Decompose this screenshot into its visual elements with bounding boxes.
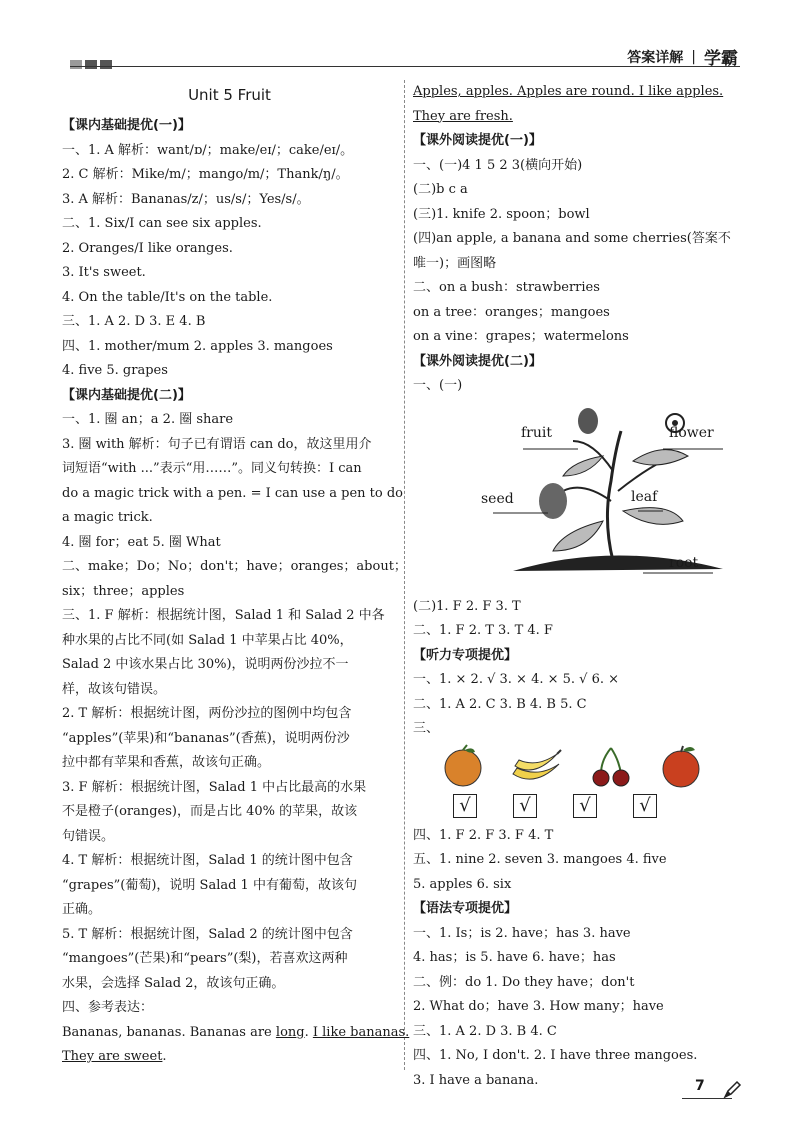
answer-line: “apples”(苹果)和“bananas”(香蕉)，说明两份沙 bbox=[62, 730, 350, 746]
check-boxes bbox=[413, 794, 748, 818]
section-heading: 【课外阅读提优(二)】 bbox=[413, 353, 542, 369]
answer-line: 4. On the table/It's on the table. bbox=[62, 289, 273, 305]
right-column bbox=[413, 80, 748, 1093]
answer-line: “mangoes”(芒果)和“pears”(梨)，若喜欢这两种 bbox=[62, 951, 348, 966]
label-root: root bbox=[669, 554, 699, 571]
answer-line: 4. T 解析：根据统计图，Salad 1 的统计图中包含 bbox=[62, 853, 353, 868]
answer-line: 5. T 解析：根据统计图，Salad 2 的统计图中包含 bbox=[62, 926, 353, 942]
column-divider bbox=[404, 80, 405, 1070]
strawberry-plant-diagram bbox=[413, 401, 748, 591]
left-column bbox=[62, 80, 410, 1070]
essay-line: They are fresh. bbox=[413, 108, 513, 124]
answer-line: 3. It's sweet. bbox=[62, 265, 146, 280]
check-box: √ bbox=[573, 794, 597, 818]
label-flower: flower bbox=[669, 424, 714, 441]
orange-icon bbox=[439, 744, 487, 788]
cherries-icon bbox=[587, 744, 635, 788]
answer-line: six；three；apples bbox=[62, 583, 185, 599]
answer-line: 3. 圈 with 解析：句子已有谓语 can do，故这里用介 bbox=[62, 436, 372, 452]
essay-line: Apples, apples. Apples are round. I like apples. bbox=[413, 84, 724, 99]
answer-line: 四、参考表达： bbox=[62, 1000, 154, 1015]
answer-line: 3. A 解析：Bananas/z/；us/s/；Yes/s/。 bbox=[62, 191, 310, 207]
answer-line: 2. What do；have 3. How many；have bbox=[413, 999, 664, 1014]
section-heading: 【听力专项提优】 bbox=[413, 647, 518, 663]
header-brand: 学霸 bbox=[704, 49, 738, 69]
answer-line: 五、1. nine 2. seven 3. mangoes 4. five bbox=[413, 852, 667, 867]
answer-line: 三、 bbox=[413, 721, 440, 736]
check-box: √ bbox=[513, 794, 537, 818]
answer-line: 四、1. mother/mum 2. apples 3. mangoes bbox=[62, 338, 333, 354]
bananas-icon bbox=[509, 744, 565, 788]
header-label: 答案详解 bbox=[627, 49, 684, 66]
header-blocks bbox=[70, 54, 115, 73]
section-heading: 【语法专项提优】 bbox=[413, 901, 518, 916]
answer-line: on a tree：oranges；mangoes bbox=[413, 304, 610, 320]
answer-line: 词短语“with ...”表示“用……”。同义句转换：I can bbox=[62, 461, 362, 476]
label-leaf: leaf bbox=[631, 488, 658, 505]
essay-line: Bananas, bananas. Bananas are long. I like bananas. bbox=[62, 1024, 410, 1040]
answer-list-1 bbox=[62, 139, 397, 384]
answer-line: 5. apples 6. six bbox=[413, 876, 512, 892]
header-right: 答案详解 | 学霸 bbox=[627, 44, 738, 69]
essay-line: They are sweet. bbox=[62, 1049, 167, 1064]
fruit-pictures bbox=[413, 744, 748, 788]
answer-line: 二、1. Six/I can see six apples. bbox=[62, 216, 262, 231]
section-heading: 【课外阅读提优(一)】 bbox=[413, 133, 542, 148]
check-box: √ bbox=[633, 794, 657, 818]
header-rule bbox=[70, 66, 740, 67]
answer-line: 句错误。 bbox=[62, 828, 115, 844]
answer-line: 3. I have a banana. bbox=[413, 1072, 539, 1088]
pencil-icon bbox=[722, 1080, 742, 1100]
answer-line: 一、(一) bbox=[413, 378, 463, 393]
answer-line: 拉中都有苹果和香蕉，故该句正确。 bbox=[62, 755, 271, 770]
check-box: √ bbox=[453, 794, 477, 818]
answer-line: 样，故该句错误。 bbox=[62, 681, 167, 697]
page-header bbox=[0, 0, 800, 70]
page-number: 7 bbox=[695, 1078, 705, 1094]
answer-line: 水果，会选择 Salad 2，故该句正确。 bbox=[62, 975, 285, 991]
answer-line: 种水果的占比不同(如 Salad 1 中苹果占比 40%， bbox=[62, 632, 353, 648]
answer-line: 四、1. No, I don't. 2. I have three mangoes. bbox=[413, 1048, 698, 1063]
answer-line: “grapes”(葡萄)，说明 Salad 1 中有葡萄，故该句 bbox=[62, 877, 357, 893]
answer-line: 三、1. A 2. D 3. E 4. B bbox=[62, 314, 206, 329]
answer-line: 二、on a bush：strawberries bbox=[413, 280, 600, 295]
section-heading: 【课内基础提优(二)】 bbox=[62, 387, 191, 403]
answer-line: 2. C 解析：Mike/m/；mango/m/；Thank/ŋ/。 bbox=[62, 167, 349, 182]
answer-line: 一、1. 圈 an；a 2. 圈 share bbox=[62, 412, 234, 427]
answer-line: 三、1. F 解析：根据统计图，Salad 1 和 Salad 2 中各 bbox=[62, 608, 385, 623]
answer-line: (三)1. knife 2. spoon；bowl bbox=[413, 206, 590, 222]
answer-line: (二)1. F 2. F 3. T bbox=[413, 598, 521, 614]
answer-line: 二、1. A 2. C 3. B 4. B 5. C bbox=[413, 696, 587, 712]
section-heading: 【课内基础提优(一)】 bbox=[62, 118, 191, 133]
answer-line: 一、1. Is；is 2. have；has 3. have bbox=[413, 925, 631, 941]
answer-line: 不是橙子(oranges)，而是占比 40% 的苹果，故该 bbox=[62, 804, 358, 819]
answer-line: 4. has；is 5. have 6. have；has bbox=[413, 950, 616, 965]
answer-line: on a vine：grapes；watermelons bbox=[413, 329, 629, 344]
answer-line: 唯一)；画图略 bbox=[413, 255, 497, 271]
answer-line: 二、make；Do；No；don't；have；oranges；about； bbox=[62, 559, 407, 574]
label-fruit: fruit bbox=[521, 424, 552, 441]
answer-line: 二、例：do 1. Do they have；don't bbox=[413, 974, 635, 990]
answer-line: (四)an apple, a banana and some cherries(答案不 bbox=[413, 231, 731, 246]
answer-line: 一、1. × 2. √ 3. × 4. × 5. √ 6. × bbox=[413, 672, 620, 687]
answer-line: 3. F 解析：根据统计图，Salad 1 中占比最高的水果 bbox=[62, 779, 367, 795]
answer-line: 2. Oranges/I like oranges. bbox=[62, 240, 233, 256]
answer-line: 2. T 解析：根据统计图，两份沙拉的图例中均包含 bbox=[62, 706, 352, 721]
answer-line: 正确。 bbox=[62, 902, 102, 917]
answer-line: do a magic trick with a pen. = I can use a pen to do bbox=[62, 485, 404, 501]
answer-line: 一、(一)4 1 5 2 3(横向开始) bbox=[413, 157, 583, 173]
answer-line: 四、1. F 2. F 3. F 4. T bbox=[413, 827, 554, 843]
answer-line: 二、1. F 2. T 3. T 4. F bbox=[413, 623, 553, 638]
label-seed: seed bbox=[481, 490, 514, 507]
answer-line: 4. five 5. grapes bbox=[62, 363, 168, 378]
answer-line: a magic trick. bbox=[62, 510, 153, 525]
apple-icon bbox=[657, 744, 705, 788]
answer-line: 三、1. A 2. D 3. B 4. C bbox=[413, 1023, 557, 1039]
unit-title: Unit 5 Fruit bbox=[188, 86, 271, 104]
answer-line: 4. 圈 for；eat 5. 圈 What bbox=[62, 534, 221, 550]
answer-list-2 bbox=[62, 408, 407, 1021]
answer-line: 一、1. A 解析：want/ɒ/；make/eɪ/；cake/eɪ/。 bbox=[62, 142, 354, 158]
answer-line: Salad 2 中该水果占比 30%)，说明两份沙拉不一 bbox=[62, 657, 349, 672]
answer-line: (二)b c a bbox=[413, 182, 468, 197]
